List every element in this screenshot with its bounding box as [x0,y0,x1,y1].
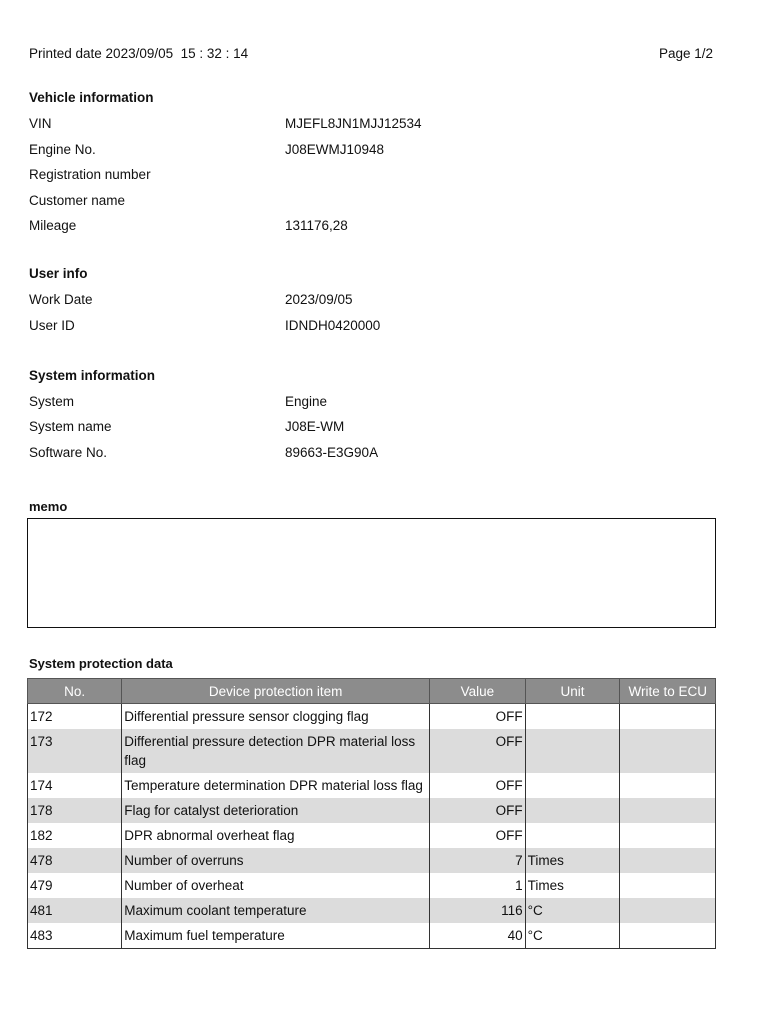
vehicle-row-mileage [29,218,729,238]
row-label: Software No. [29,445,108,460]
column-header-write-ecu: Write to ECU [620,679,716,704]
table-row [28,873,716,898]
cell-item: DPR abnormal overheat flag [122,823,430,848]
cell-write-ecu [620,848,716,873]
cell-value: 116 [430,898,526,923]
cell-item: Number of overruns [122,848,430,873]
row-value: J08EWMJ10948 [285,142,385,157]
table-row [28,729,716,773]
row-label: Mileage [29,218,77,233]
cell-unit [525,704,620,730]
cell-no: 174 [28,773,122,798]
cell-no: 479 [28,873,122,898]
vehicle-row-registration [29,167,729,187]
cell-value: OFF [430,773,526,798]
cell-item: Number of overheat [122,873,430,898]
table-row [28,798,716,823]
cell-value: 1 [430,873,526,898]
page-number: Page 1/2 [658,46,713,61]
row-value: Engine [285,394,328,409]
row-label: Engine No. [29,142,96,157]
system-row-system [29,394,729,414]
cell-no: 182 [28,823,122,848]
cell-no: 178 [28,798,122,823]
column-header-no: No. [28,679,122,704]
cell-write-ecu [620,798,716,823]
cell-no: 483 [28,923,122,949]
vehicle-row-engine-no [29,142,729,162]
row-value: 89663-E3G90A [285,445,379,460]
cell-item: Differential pressure sensor clogging flag [122,704,430,730]
system-info-title: System information [29,368,156,383]
table-row [28,923,716,949]
row-value: MJEFL8JN1MJJ12534 [285,116,422,131]
row-label: User ID [29,318,75,333]
protection-table [27,678,716,949]
cell-value: OFF [430,798,526,823]
cell-unit [525,798,620,823]
cell-write-ecu [620,729,716,773]
memo-title: memo [29,499,68,514]
cell-item: Differential pressure detection DPR material loss flag [122,729,430,773]
table-row [28,898,716,923]
protection-title: System protection data [29,656,173,671]
system-row-system-name [29,419,729,439]
row-value: J08E-WM [285,419,345,434]
table-header-row [28,679,716,704]
cell-write-ecu [620,823,716,848]
row-value: 2023/09/05 [285,292,353,307]
cell-unit [525,729,620,773]
table-row [28,823,716,848]
row-value: IDNDH0420000 [285,318,381,333]
cell-no: 481 [28,898,122,923]
cell-unit [525,823,620,848]
table-row [28,704,716,730]
user-row-user-id [29,318,729,338]
cell-unit: °C [525,923,620,949]
column-header-item: Device protection item [122,679,430,704]
table-row [28,773,716,798]
row-label: Work Date [29,292,93,307]
row-label: System name [29,419,112,434]
cell-item: Flag for catalyst deterioration [122,798,430,823]
user-info-title: User info [29,266,88,281]
cell-write-ecu [620,923,716,949]
cell-value: 40 [430,923,526,949]
vehicle-row-customer [29,193,729,213]
cell-value: OFF [430,704,526,730]
cell-unit [525,773,620,798]
column-header-unit: Unit [525,679,620,704]
vehicle-info-title: Vehicle information [29,90,154,105]
cell-item: Maximum coolant temperature [122,898,430,923]
row-label: Customer name [29,193,126,208]
cell-write-ecu [620,873,716,898]
row-label: System [29,394,75,409]
row-label: Registration number [29,167,151,182]
memo-box [27,518,716,628]
column-header-value: Value [430,679,526,704]
cell-write-ecu [620,898,716,923]
cell-value: 7 [430,848,526,873]
system-row-software-no [29,445,729,465]
printed-date: Printed date 2023/09/05 15 : 32 : 14 [29,46,249,61]
cell-unit: °C [525,898,620,923]
cell-item: Temperature determination DPR material loss flag [122,773,430,798]
cell-item: Maximum fuel temperature [122,923,430,949]
cell-value: OFF [430,823,526,848]
row-value: 131176,28 [285,218,348,233]
table-row [28,848,716,873]
cell-unit: Times [525,873,620,898]
cell-no: 172 [28,704,122,730]
user-row-work-date [29,292,729,312]
cell-no: 173 [28,729,122,773]
cell-value: OFF [430,729,526,773]
cell-unit: Times [525,848,620,873]
row-label: VIN [29,116,52,131]
vehicle-row-vin [29,116,729,136]
cell-no: 478 [28,848,122,873]
cell-write-ecu [620,773,716,798]
cell-write-ecu [620,704,716,730]
